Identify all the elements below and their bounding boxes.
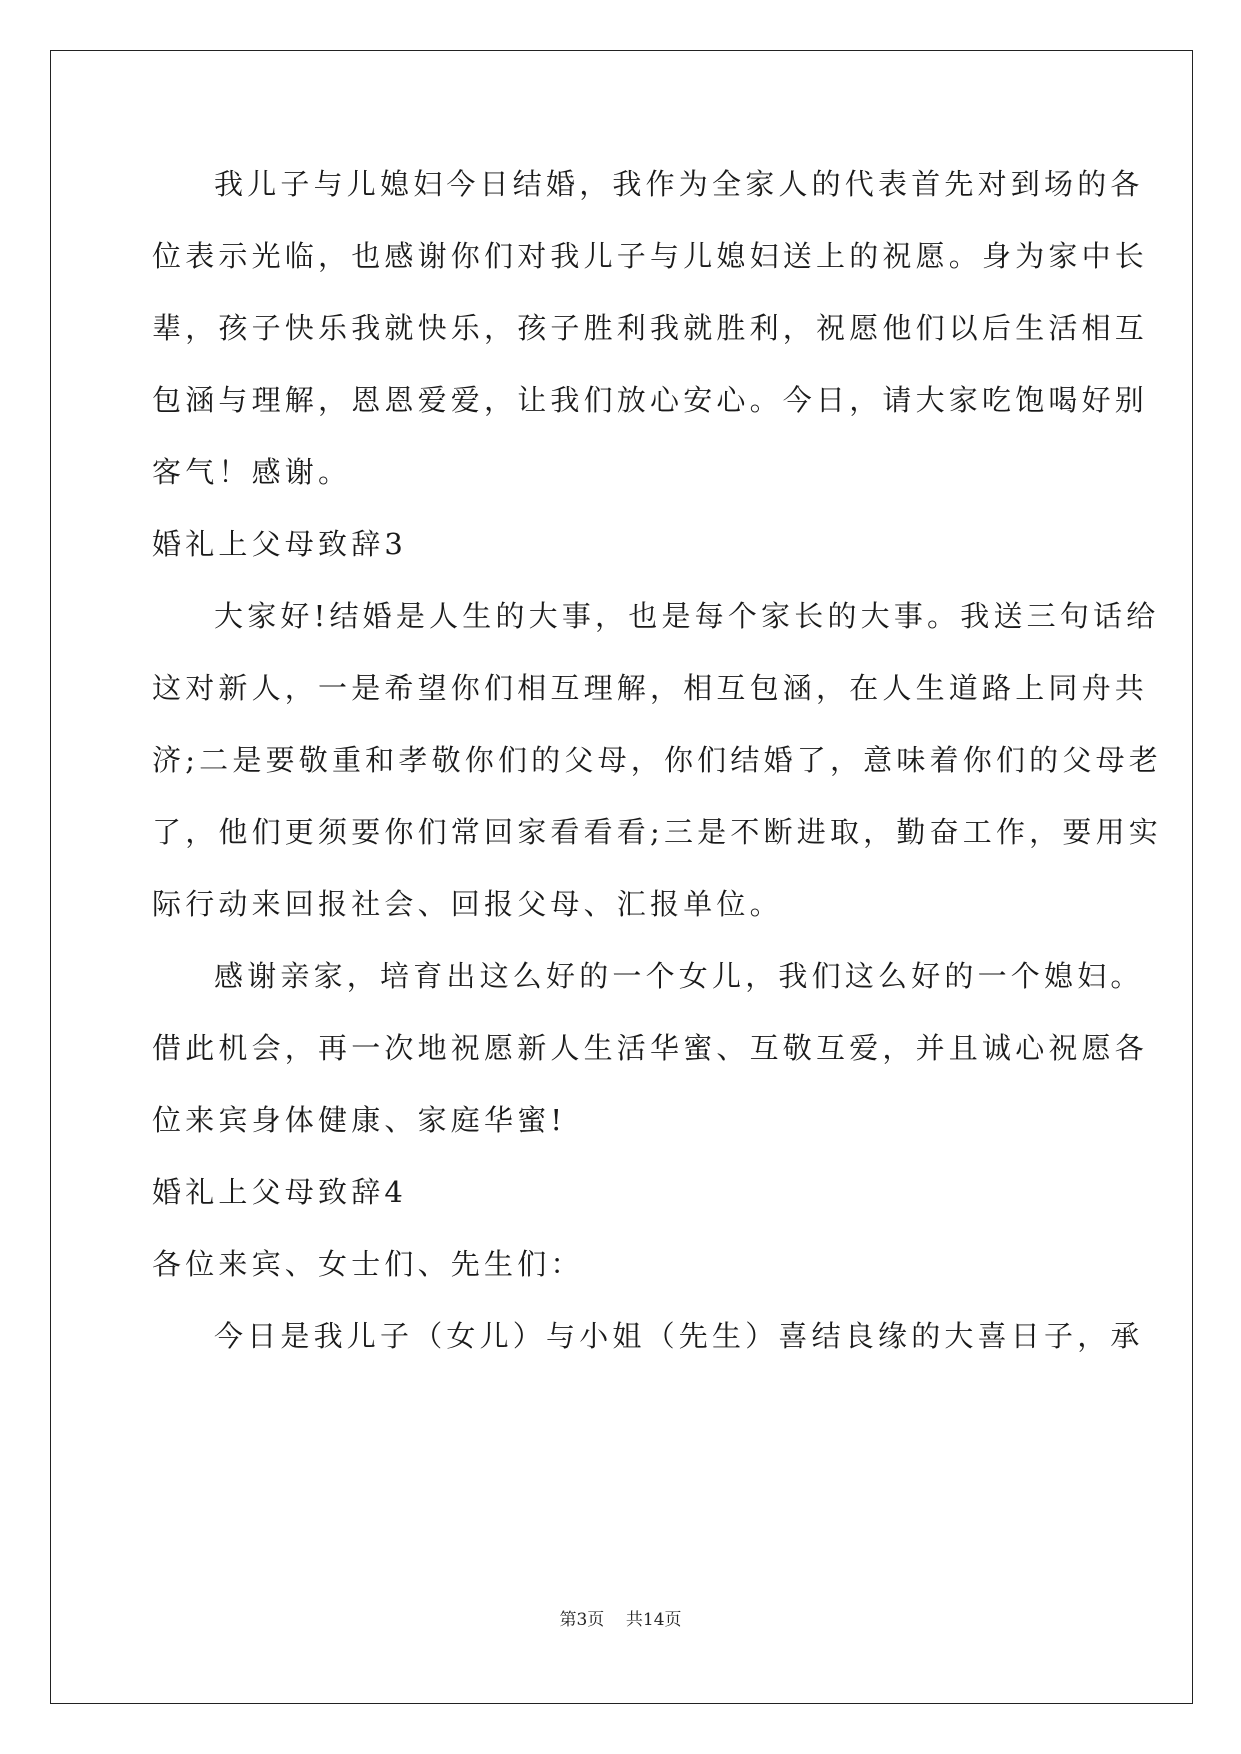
paragraph-line: 这对新人，一是希望你们相互理解，相互包涵，在人生道路上同舟共 xyxy=(152,671,1149,705)
paragraph-line: 我儿子与儿媳妇今日结婚，我作为全家人的代表首先对到场的各 xyxy=(214,167,1144,201)
paragraph-line: 际行动来回报社会、回报父母、汇报单位。 xyxy=(152,887,783,921)
paragraph-line: 位来宾身体健康、家庭华蜜! xyxy=(152,1103,567,1137)
salutation-line: 各位来宾、女士们、先生们： xyxy=(152,1247,584,1281)
section-heading: 婚礼上父母致辞3 xyxy=(152,527,408,561)
paragraph-line: 济;二是要敬重和孝敬你们的父母，你们结婚了，意味着你们的父母老 xyxy=(152,743,1162,777)
paragraph-line: 大家好!结婚是人生的大事，也是每个家长的大事。我送三句话给 xyxy=(214,599,1160,633)
paragraph-line: 今日是我儿子（女儿）与小姐（先生）喜结良缘的大喜日子，承 xyxy=(214,1319,1144,1353)
paragraph-line: 了，他们更须要你们常回家看看看;三是不断进取，勤奋工作，要用实 xyxy=(152,815,1162,849)
paragraph-line: 客气！感谢。 xyxy=(152,455,352,489)
paragraph-line: 包涵与理解，恩恩爱爱，让我们放心安心。今日，请大家吃饱喝好别 xyxy=(152,383,1149,417)
section-heading: 婚礼上父母致辞4 xyxy=(152,1175,408,1209)
paragraph-line: 辈，孩子快乐我就快乐，孩子胜利我就胜利，祝愿他们以后生活相互 xyxy=(152,311,1149,345)
paragraph-line: 借此机会，再一次地祝愿新人生活华蜜、互敬互爱，并且诚心祝愿各 xyxy=(152,1031,1149,1065)
paragraph-line: 位表示光临，也感谢你们对我儿子与儿媳妇送上的祝愿。身为家中长 xyxy=(152,239,1149,273)
page-number-footer: 第3页 共14页 xyxy=(559,1610,682,1630)
paragraph-line: 感谢亲家，培育出这么好的一个女儿，我们这么好的一个媳妇。 xyxy=(214,959,1144,993)
page-border xyxy=(50,50,1193,1704)
